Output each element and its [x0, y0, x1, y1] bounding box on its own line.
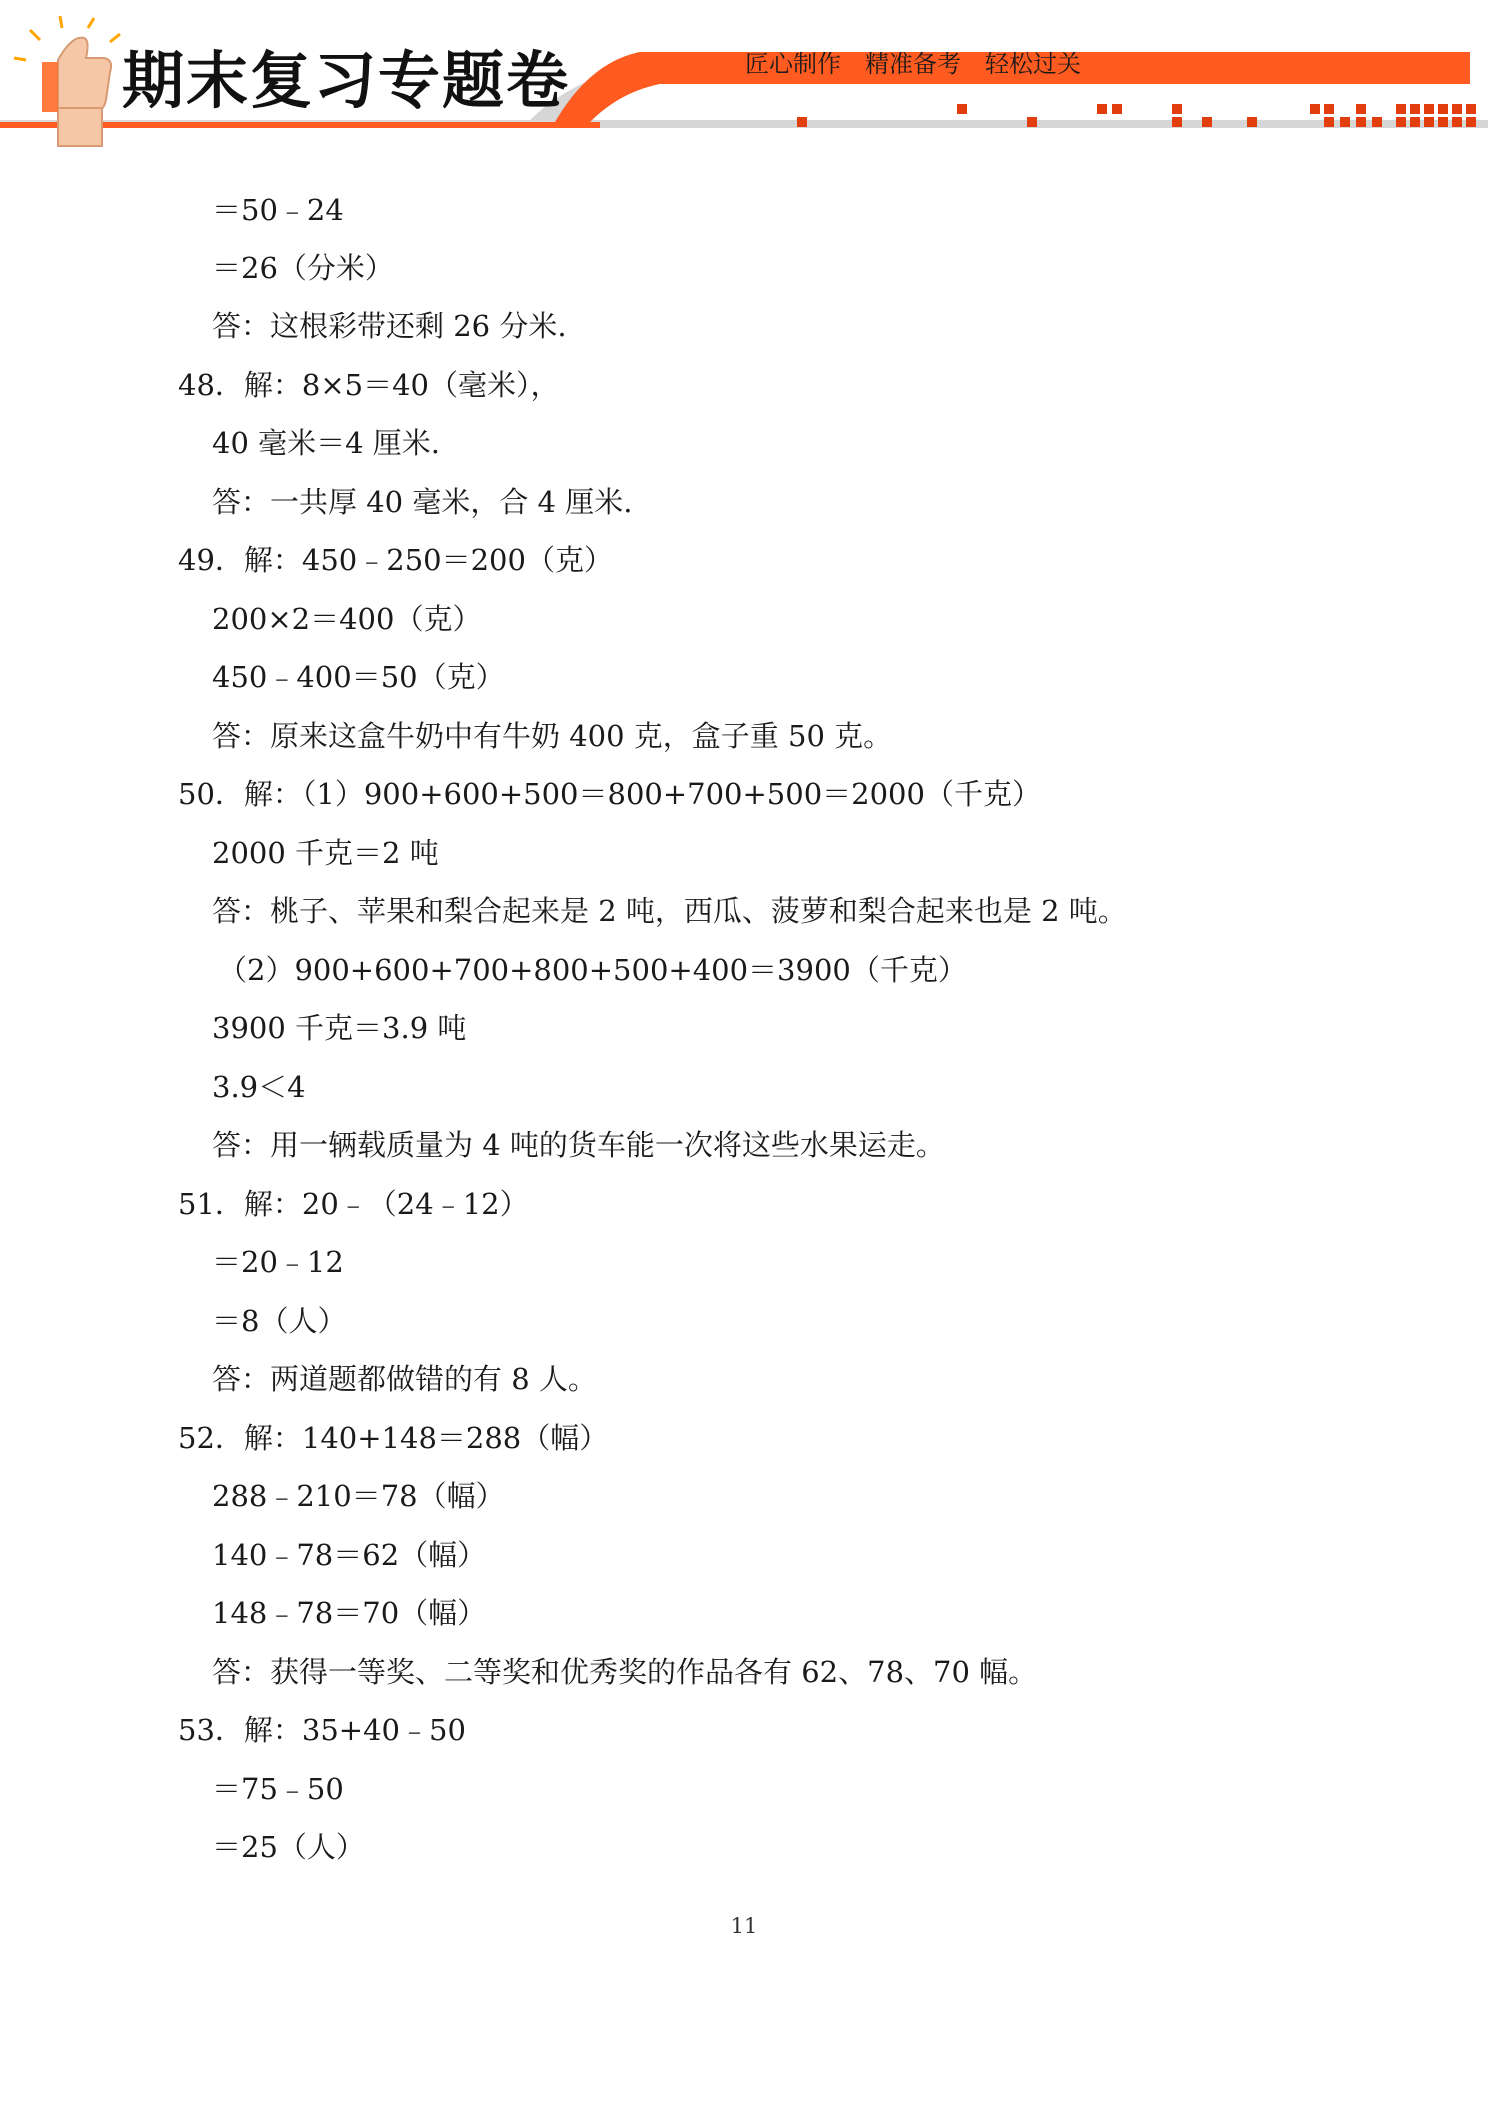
text-line: ＝26（分米） — [212, 251, 394, 285]
text-line: ＝75﹣50 — [212, 1772, 344, 1806]
text-line: 148﹣78＝70（幅） — [212, 1596, 487, 1630]
header-slogans — [745, 52, 1081, 76]
question-line: 52．解：140+148＝288（幅） — [178, 1421, 609, 1455]
text-line: 答：桃子、苹果和梨合起来是 2 吨，西瓜、菠萝和梨合起来也是 2 吨。 — [212, 894, 1127, 928]
text-line: 288﹣210＝78（幅） — [212, 1479, 505, 1513]
page-header — [0, 0, 1488, 150]
text-line: 2000 千克＝2 吨 — [212, 836, 439, 870]
text-line: 答：一共厚 40 毫米，合 4 厘米. — [212, 485, 633, 519]
text-line: ＝20﹣12 — [212, 1245, 344, 1279]
text-line: 答：用一辆载质量为 4 吨的货车能一次将这些水果运走。 — [212, 1128, 945, 1162]
text-line: 答：两道题都做错的有 8 人。 — [212, 1362, 597, 1396]
text-line: 140﹣78＝62（幅） — [212, 1538, 487, 1572]
slogan-1: 匠心制作 — [745, 50, 841, 78]
question-line: 48．解：8×5＝40（毫米）， — [178, 368, 560, 402]
text-line: 3900 千克＝3.9 吨 — [212, 1011, 467, 1045]
text-line: ＝25（人） — [212, 1830, 365, 1864]
question-line: 49．解：450﹣250＝200（克） — [178, 543, 613, 577]
text-line: （2）900+600+700+800+500+400＝3900（千克） — [218, 953, 967, 987]
question-line: 51．解：20﹣（24﹣12） — [178, 1187, 529, 1221]
text-line: 450﹣400＝50（克） — [212, 660, 505, 694]
page-number: 11 — [730, 1914, 758, 1938]
text-line: 答：原来这盒牛奶中有牛奶 400 克，盒子重 50 克。 — [212, 719, 893, 753]
text-line: 答：获得一等奖、二等奖和优秀奖的作品各有 62、78、70 幅。 — [212, 1655, 1038, 1689]
question-line: 50．解：（1）900+600+500＝800+700+500＝2000（千克） — [178, 777, 1041, 811]
text-line: ＝8（人） — [212, 1304, 347, 1338]
text-line: 200×2＝400（克） — [212, 602, 482, 636]
slogan-3: 轻松过关 — [985, 50, 1081, 78]
question-line: 53．解：35+40﹣50 — [178, 1713, 466, 1747]
text-line: 答：这根彩带还剩 26 分米. — [212, 309, 567, 343]
slogan-2: 精准备考 — [865, 50, 961, 78]
header-title: 期末复习专题卷 — [122, 44, 571, 117]
text-line: 40 毫米＝4 厘米. — [212, 426, 441, 460]
text-line: 3.9＜4 — [212, 1070, 306, 1104]
text-line: ＝50﹣24 — [212, 193, 344, 227]
